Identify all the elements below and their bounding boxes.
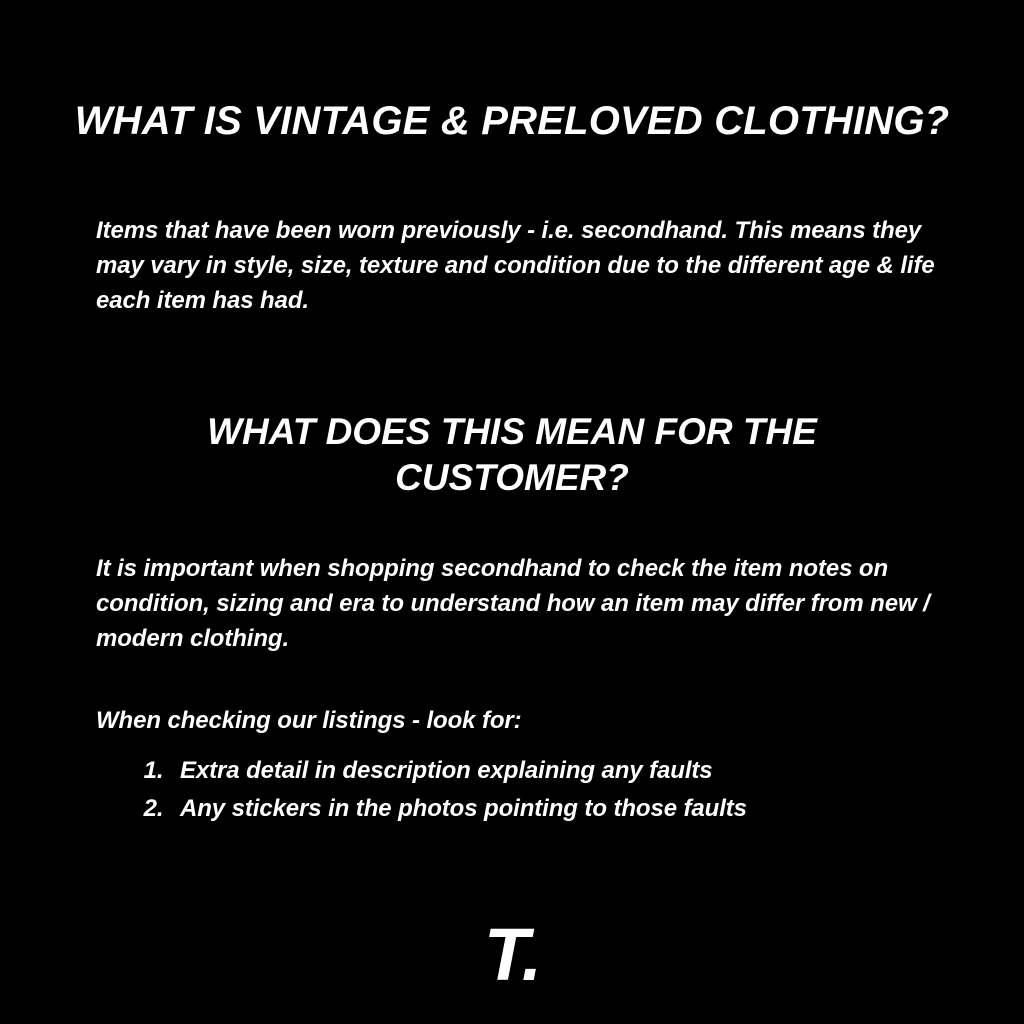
intro-paragraph: Items that have been worn previously - i.e. secondhand. This means they may vary in style, size, texture and condition due to the different age & life each item has had. bbox=[96, 217, 935, 314]
list-intro-paragraph: When checking our listings - look for: bbox=[96, 707, 522, 734]
checklist bbox=[122, 752, 970, 829]
body-paragraph: It is important when shopping secondhand to check the item notes on condition, sizing and era to understand how an item may differ from new / modern clothing. bbox=[96, 555, 930, 652]
page-title: WHAT IS VINTAGE & PRELOVED CLOTHING? bbox=[74, 98, 950, 143]
list-item: 2. Any stickers in the photos pointing to those faults bbox=[170, 790, 970, 828]
list-item: 1. Extra detail in description explaining any faults bbox=[170, 752, 970, 790]
section-heading: WHAT DOES THIS MEAN FOR THE CUSTOMER? bbox=[207, 410, 817, 498]
brand-logo: T. bbox=[483, 913, 541, 996]
